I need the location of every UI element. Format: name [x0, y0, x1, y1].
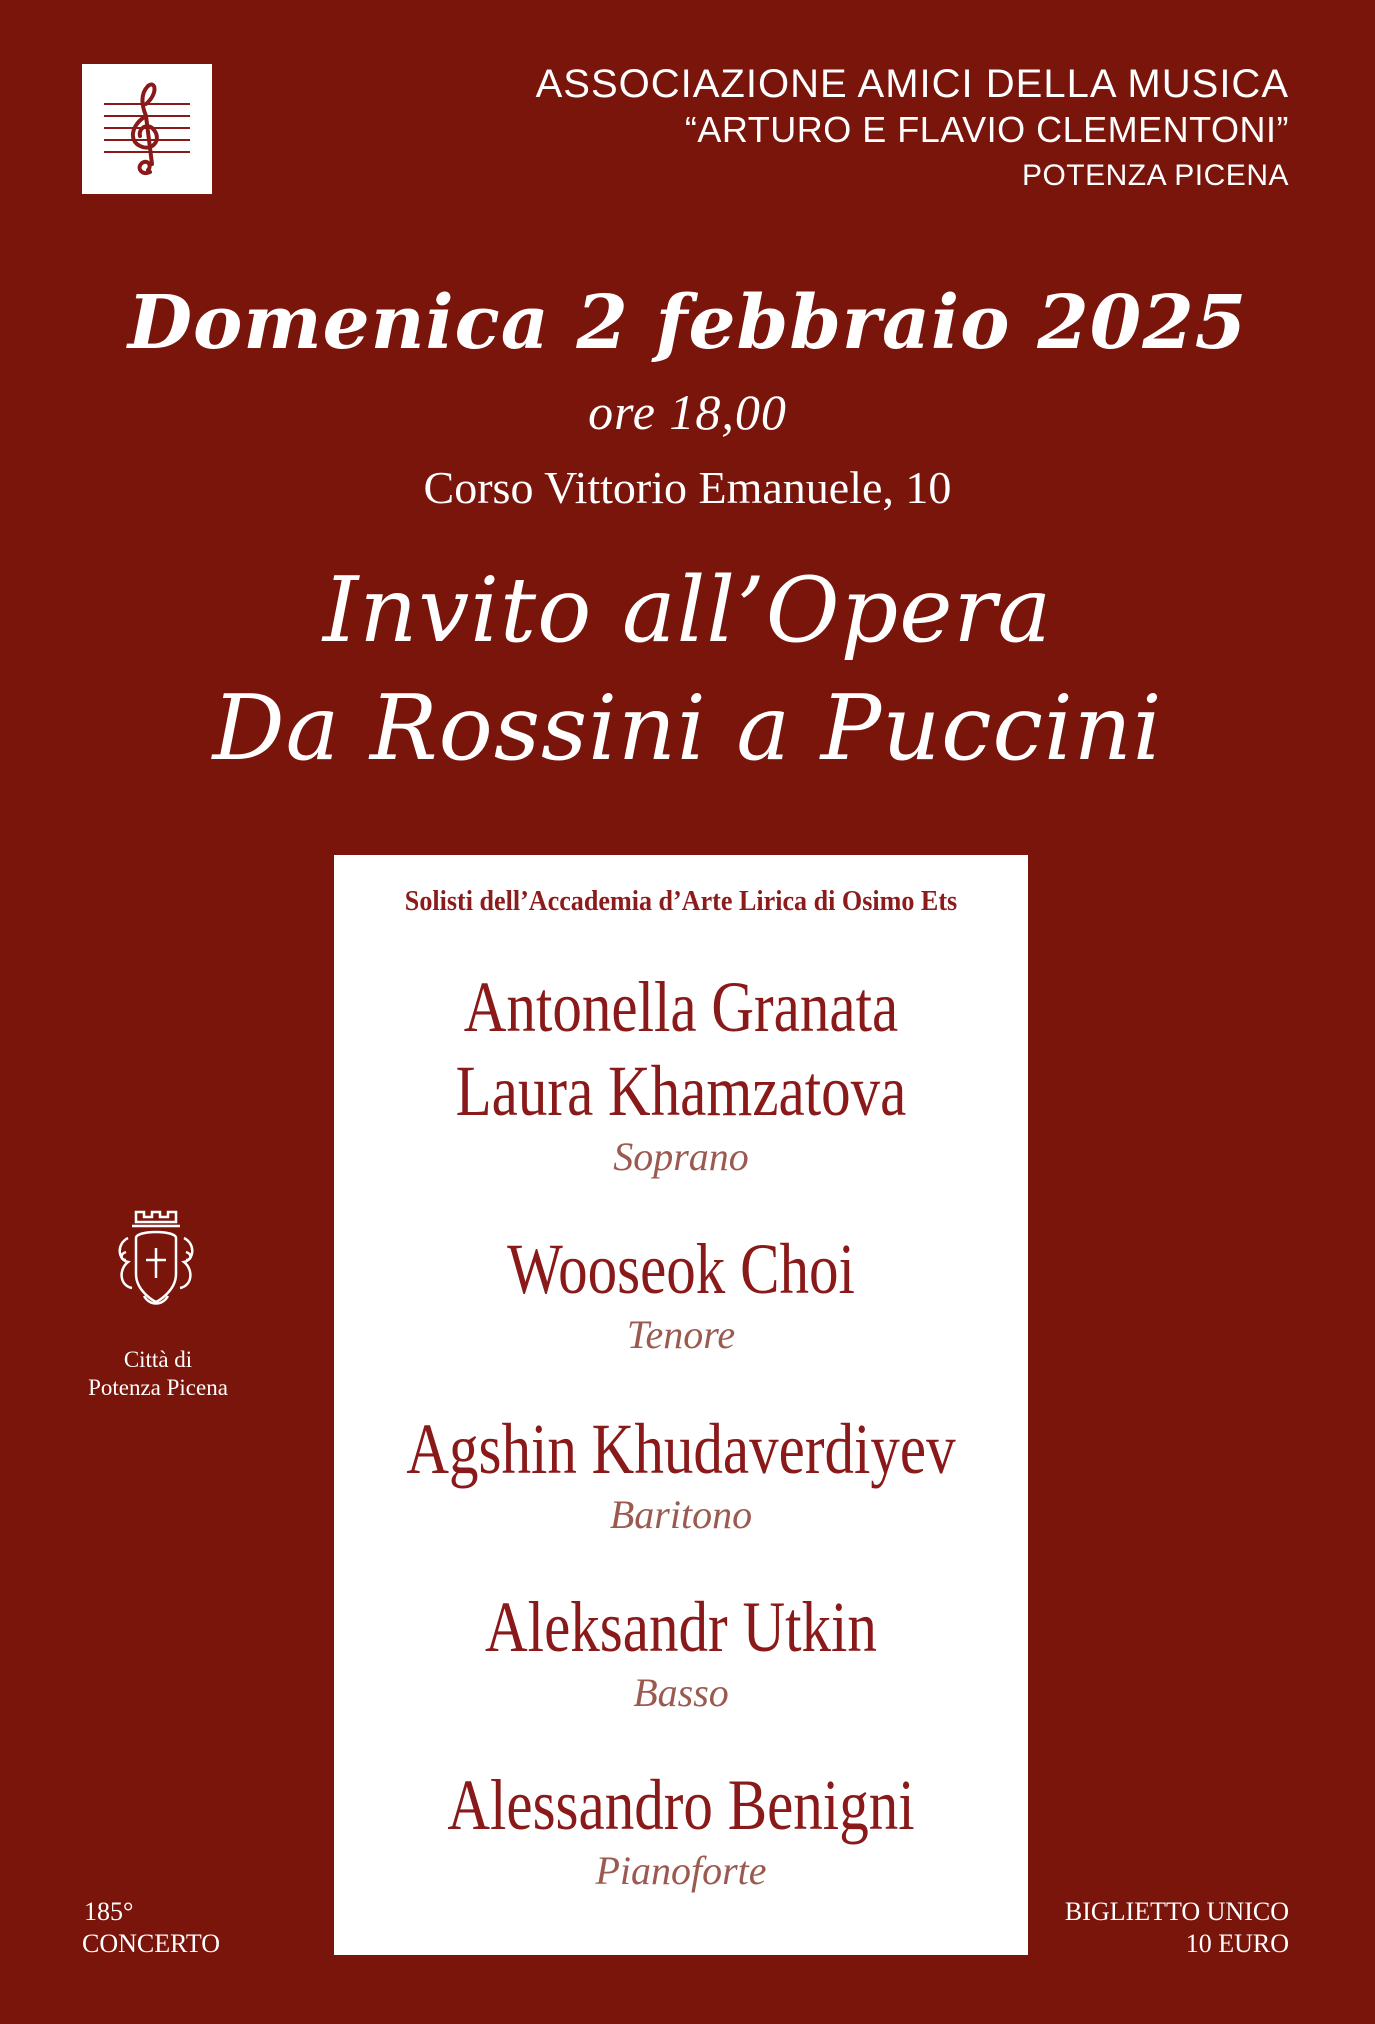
event-date: Domenica 2 febbraio 2025: [127, 280, 1248, 366]
performer-entry: [334, 1049, 1028, 1181]
association-logo: [82, 64, 212, 194]
performer-entry: [334, 1585, 1028, 1717]
performer-entry: [334, 965, 1028, 1049]
performer-name: Laura Khamzatova: [455, 1051, 907, 1131]
performer-name: Alessandro Benigni: [447, 1765, 915, 1845]
performer-role: Baritono: [609, 1492, 753, 1537]
performers-panel: [334, 855, 1028, 1955]
association-header: [389, 60, 1289, 196]
coat-of-arms-icon: [106, 1208, 206, 1348]
city-sponsor: [60, 1346, 256, 1402]
ticket-price: 10 EURO: [1185, 1929, 1289, 1958]
association-name: ASSOCIAZIONE AMICI DELLA MUSICA: [535, 62, 1289, 106]
treble-clef-icon: [82, 64, 212, 194]
ticket-info: [1029, 1896, 1289, 1960]
performer-entry: [334, 1227, 1028, 1359]
performer-role: Soprano: [613, 1134, 749, 1179]
association-city: POTENZA PICENA: [1021, 159, 1289, 192]
performer-role: Tenore: [626, 1312, 736, 1357]
performer-entry: [334, 1407, 1028, 1539]
event-time: ore 18,00: [588, 384, 787, 440]
panel-subtitle: Solisti dell’Accademia d’Arte Lirica di Osimo Ets: [404, 885, 958, 917]
association-dedication: “ARTURO E FLAVIO CLEMENTONI”: [684, 109, 1289, 150]
performer-name: Wooseok Choi: [507, 1229, 855, 1309]
performer-name: Agshin Khudaverdiyev: [406, 1409, 956, 1489]
event-title: [0, 552, 1375, 788]
performer-role: Pianoforte: [595, 1848, 767, 1893]
performer-name: Antonella Granata: [463, 967, 899, 1047]
concert-count: 185°: [84, 1897, 134, 1926]
city-line2: Potenza Picena: [88, 1375, 228, 1400]
city-line1: Città di: [123, 1347, 193, 1372]
performer-entry: [334, 1763, 1028, 1895]
performer-name: Aleksandr Utkin: [485, 1587, 877, 1667]
event-title-line2: Da Rossini a Puccini: [212, 676, 1163, 781]
event-title-line1: Invito all’Opera: [322, 558, 1053, 663]
performer-role: Basso: [633, 1670, 729, 1715]
concert-number: [82, 1896, 262, 1960]
concert-label: CONCERTO: [82, 1929, 221, 1958]
ticket-line1: BIGLIETTO UNICO: [1064, 1897, 1289, 1926]
event-address: Corso Vittorio Emanuele, 10: [423, 462, 952, 513]
